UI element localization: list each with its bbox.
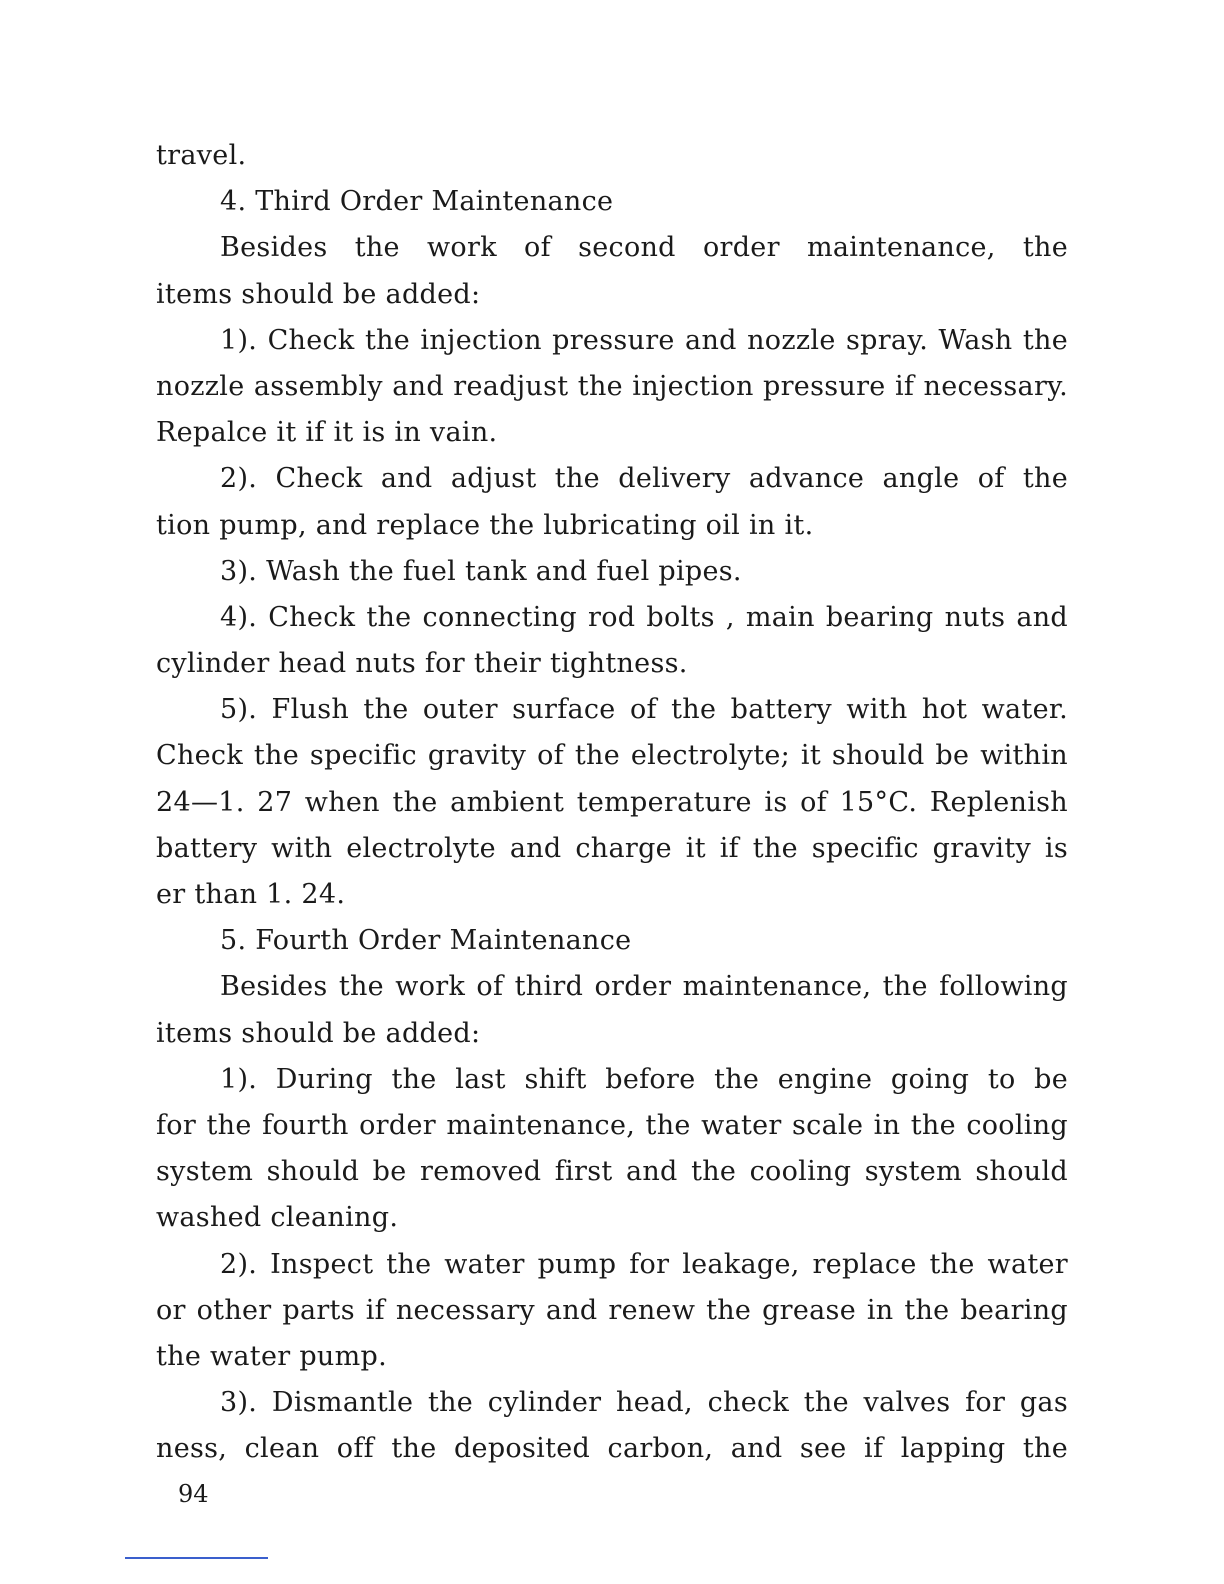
list-item-line: 1). During the last shift before the engine going to be — [220, 1063, 1068, 1095]
text-line: cylinder head nuts for their tightness. — [156, 648, 688, 680]
text-line: ness, clean off the deposited carbon, and see if lapping the — [156, 1433, 1068, 1465]
text-line: 24—1. 27 when the ambient temperature is of 15°C. Replenish — [156, 786, 1068, 818]
list-item-line: 4). Check the connecting rod bolts , main bearing nuts and — [220, 601, 1068, 633]
text-line: Repalce it if it is in vain. — [156, 417, 498, 449]
text-line: system should be removed first and the cooling system should — [156, 1156, 1068, 1188]
text-line: nozzle assembly and readjust the injection pressure if necessary. — [156, 370, 1068, 402]
text-line: items should be added: — [156, 278, 481, 310]
text-line: Besides the work of second order maintenance, the — [220, 232, 1068, 264]
list-item-line: 2). Check and adjust the delivery advance angle of the — [220, 463, 1068, 495]
text-line: Besides the work of third order maintenance, the following — [220, 971, 1068, 1003]
list-item-line: 2). Inspect the water pump for leakage, replace the water — [220, 1248, 1068, 1280]
text-line: travel. — [156, 140, 247, 171]
text-line: or other parts if necessary and renew the grease in the bearing — [156, 1294, 1068, 1326]
text-line: er than 1. 24. — [156, 879, 346, 910]
text-line: washed cleaning. — [156, 1202, 399, 1234]
text-line: Check the specific gravity of the electrolyte; it should be within — [156, 740, 1068, 772]
page-number: 94 — [178, 1480, 209, 1508]
list-item-line: 5). Flush the outer surface of the battery with hot water. — [220, 694, 1068, 726]
section-heading-fourth-order: 5. Fourth Order Maintenance — [220, 925, 632, 957]
list-item-line: 3). Wash the fuel tank and fuel pipes. — [220, 555, 742, 587]
bottom-rule — [125, 1557, 268, 1559]
list-item-line: 1). Check the injection pressure and nozzle spray. Wash the — [220, 324, 1068, 356]
text-line: the water pump. — [156, 1340, 387, 1372]
text-line: for the fourth order maintenance, the water scale in the cooling — [156, 1109, 1068, 1141]
section-heading-third-order: 4. Third Order Maintenance — [220, 186, 614, 218]
list-item-line: 3). Dismantle the cylinder head, check the valves for gas — [220, 1387, 1068, 1419]
text-line: tion pump, and replace the lubricating oil in it. — [156, 509, 814, 541]
text-line: items should be added: — [156, 1017, 481, 1049]
text-line: battery with electrolyte and charge it if the specific gravity is — [156, 832, 1068, 864]
page-body — [156, 133, 1068, 1472]
